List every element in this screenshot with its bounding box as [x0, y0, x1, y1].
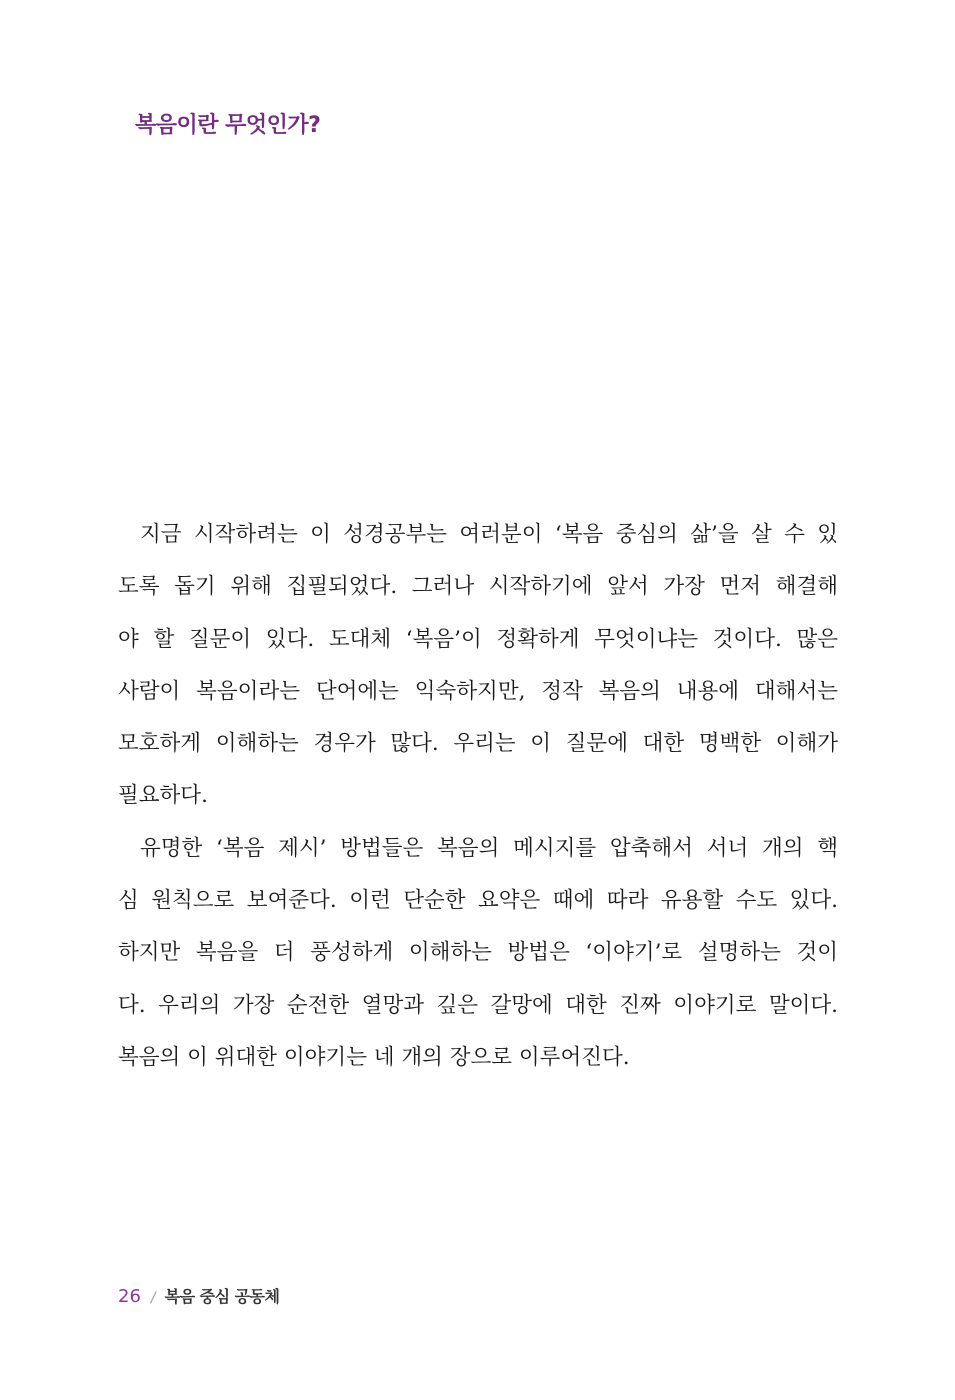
paragraph — [118, 509, 838, 823]
page-footer — [118, 1284, 279, 1307]
body-line: 유명한 ‘복음 제시’ 방법들은 복음의 메시지를 압축해서 서너 개의 핵 — [140, 835, 838, 861]
body-line: 모호하게 이해하는 경우가 많다. 우리는 이 질문에 대한 명백한 이해가 — [118, 731, 838, 757]
section-heading: 복음이란 무엇인가? — [135, 113, 321, 138]
body-text — [118, 509, 838, 1084]
body-line: 심 원칙으로 보여준다. 이런 단순한 요약은 때에 따라 유용할 수도 있다. — [118, 888, 838, 914]
paragraph — [118, 823, 838, 1084]
body-line: 도록 돕기 위해 집필되었다. 그러나 시작하기에 앞서 가장 먼저 해결해 — [118, 574, 838, 600]
body-line: 야 할 질문이 있다. 도대체 ‘복음’이 정확하게 무엇이냐는 것이다. 많은 — [118, 626, 838, 652]
body-line: 필요하다. — [118, 783, 208, 809]
book-title: 복음 중심 공동체 — [164, 1287, 280, 1306]
body-line: 하지만 복음을 더 풍성하게 이해하는 방법은 ‘이야기’로 설명하는 것이 — [118, 940, 838, 966]
page-number: 26 — [118, 1286, 141, 1307]
body-line: 복음의 이 위대한 이야기는 네 개의 장으로 이루어진다. — [118, 1044, 630, 1070]
footer-separator: / — [150, 1290, 156, 1306]
body-line: 사람이 복음이라는 단어에는 익숙하지만, 정작 복음의 내용에 대해서는 — [118, 678, 838, 704]
body-line: 지금 시작하려는 이 성경공부는 여러분이 ‘복음 중심의 삶’을 살 수 있 — [140, 522, 838, 547]
body-line: 다. 우리의 가장 순전한 열망과 깊은 갈망에 대한 진짜 이야기로 말이다. — [118, 992, 838, 1018]
